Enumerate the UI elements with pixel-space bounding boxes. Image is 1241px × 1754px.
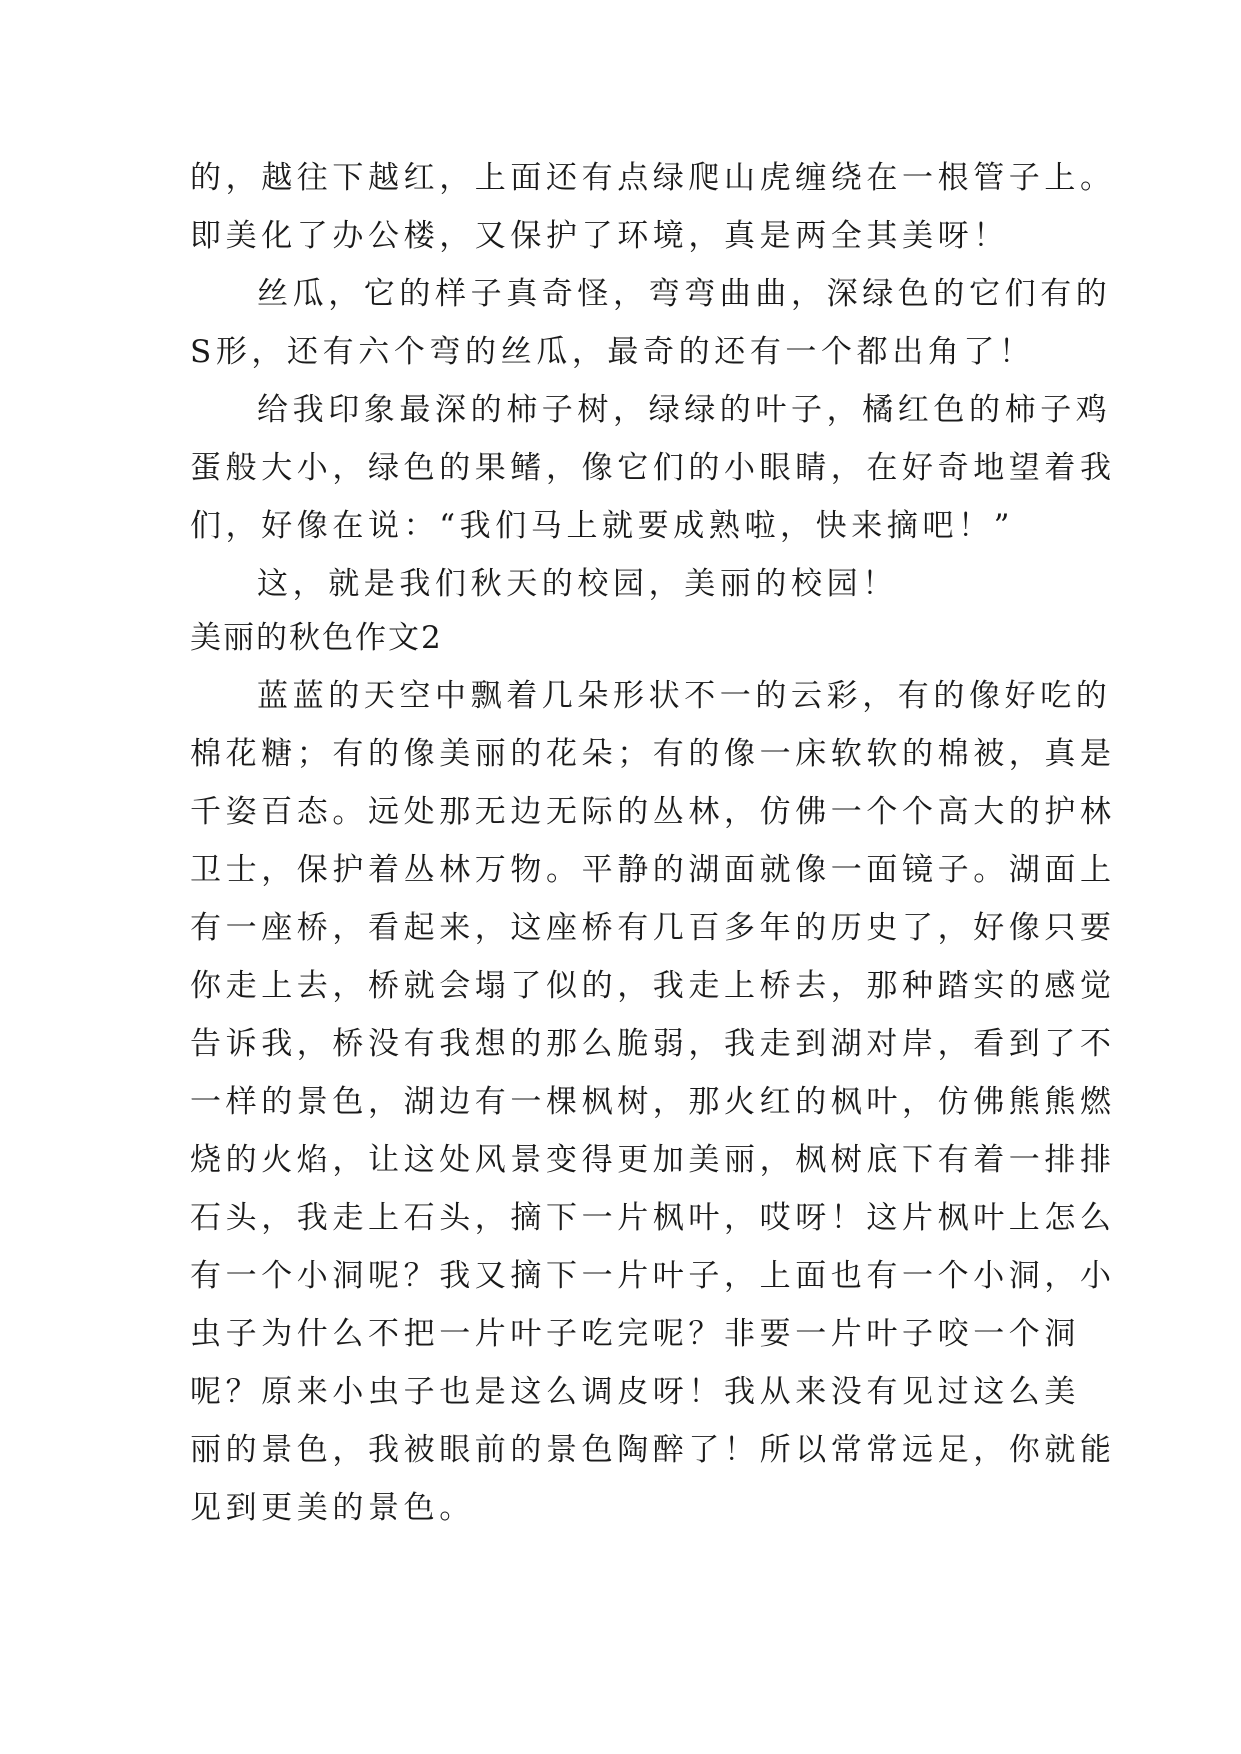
text-line: S形，还有六个弯的丝瓜，最奇的还有一个都出角了！ bbox=[190, 334, 1035, 370]
text-line: 即美化了办公楼，又保护了环境，真是两全其美呀！ bbox=[190, 218, 1009, 254]
text-line: 蛋般大小，绿色的果鳍，像它们的小眼睛，在好奇地望着我 bbox=[190, 450, 1116, 486]
text-line: 棉花糖；有的像美丽的花朵；有的像一床软软的棉被，真是 bbox=[190, 736, 1116, 772]
paragraph-start-line: 给我印象最深的柿子树，绿绿的叶子，橘红色的柿子鸡 bbox=[257, 392, 1112, 428]
text-line: 虫子为什么不把一片叶子吃完呢？非要一片叶子咬一个洞 bbox=[190, 1316, 1080, 1352]
text-line: 一样的景色，湖边有一棵枫树，那火红的枫叶，仿佛熊熊燃 bbox=[190, 1084, 1116, 1120]
section-heading: 美丽的秋色作文2 bbox=[190, 620, 443, 656]
text-line: 们，好像在说：“我们马上就要成熟啦，快来摘吧！” bbox=[190, 508, 1015, 544]
text-line: 告诉我，桥没有我想的那么脆弱，我走到湖对岸，看到了不 bbox=[190, 1026, 1116, 1062]
text-line: 卫士，保护着丛林万物。平静的湖面就像一面镜子。湖面上 bbox=[190, 852, 1116, 888]
text-line: 千姿百态。远处那无边无际的丛林，仿佛一个个高大的护林 bbox=[190, 794, 1116, 830]
text-line: 有一个小洞呢？我又摘下一片叶子，上面也有一个小洞，小 bbox=[190, 1258, 1116, 1294]
paragraph-start-line: 蓝蓝的天空中飘着几朵形状不一的云彩，有的像好吃的 bbox=[257, 678, 1112, 714]
text-line: 的，越往下越红，上面还有点绿爬山虎缠绕在一根管子上。 bbox=[190, 160, 1116, 196]
text-line: 丽的景色，我被眼前的景色陶醉了！所以常常远足，你就能 bbox=[190, 1432, 1116, 1468]
text-line: 呢？原来小虫子也是这么调皮呀！我从来没有见过这么美 bbox=[190, 1374, 1080, 1410]
text-line: 烧的火焰，让这处风景变得更加美丽，枫树底下有着一排排 bbox=[190, 1142, 1116, 1178]
paragraph-start-line: 丝瓜，它的样子真奇怪，弯弯曲曲，深绿色的它们有的 bbox=[257, 276, 1112, 312]
text-line: 有一座桥，看起来，这座桥有几百多年的历史了，好像只要 bbox=[190, 910, 1116, 946]
text-line: 你走上去，桥就会塌了似的，我走上桥去，那种踏实的感觉 bbox=[190, 968, 1116, 1004]
paragraph-start-line: 这，就是我们秋天的校园，美丽的校园！ bbox=[257, 566, 898, 602]
text-line: 石头，我走上石头，摘下一片枫叶，哎呀！这片枫叶上怎么 bbox=[190, 1200, 1116, 1236]
text-line: 见到更美的景色。 bbox=[190, 1490, 475, 1526]
